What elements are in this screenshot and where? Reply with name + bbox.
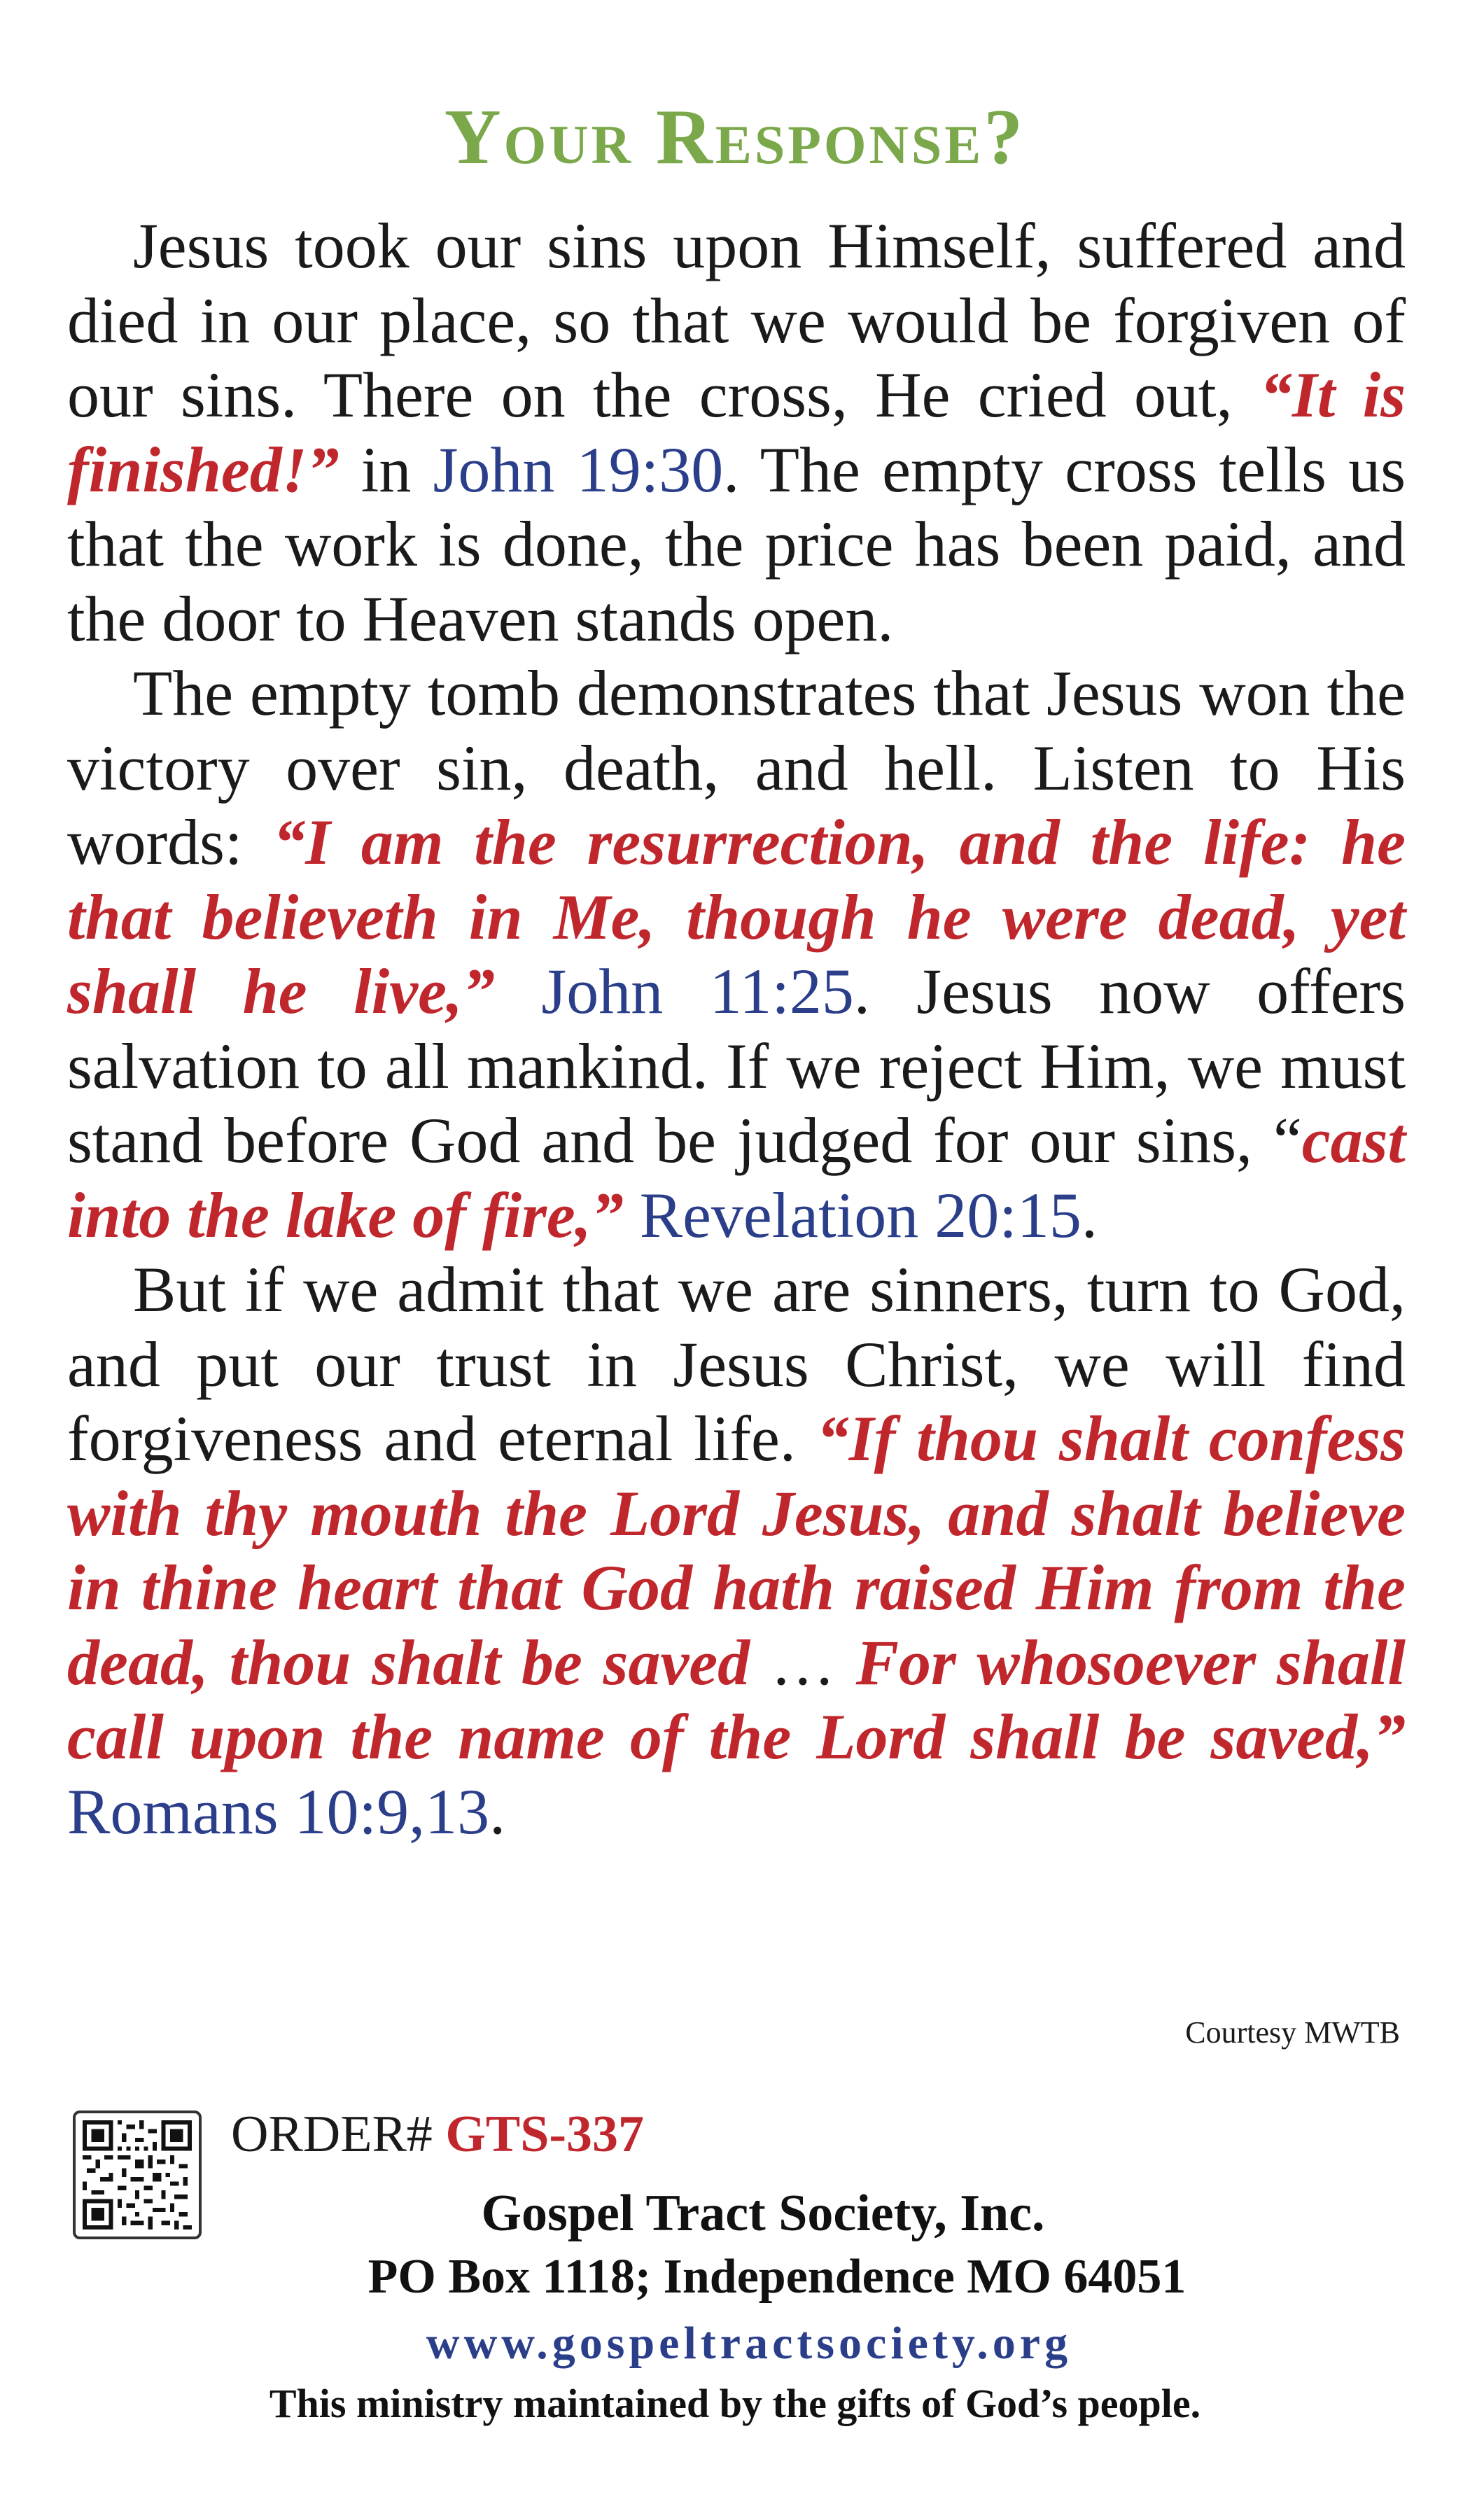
scripture-quote: cast into the lake of fire,” (67, 1105, 1406, 1251)
organization-website-link[interactable]: www.gospeltractsociety.org (426, 2318, 1072, 2369)
text-run: . Jesus now offers salvation to all mankind. If we reject Him, we must stand before God and be judged for our sins, “ (67, 955, 1406, 1176)
text-run: But if we admit that we are sinners, turn to God, and put our trust in Jesus Christ, we will find forgiveness and eternal life. (67, 1254, 1406, 1474)
text-run (495, 955, 542, 1027)
scripture-reference: Romans 10:9,13 (67, 1775, 490, 1847)
scripture-quote: For whosoever shall call upon the name of the Lord shall be saved,” (67, 1626, 1406, 1772)
text-run: in (339, 433, 433, 505)
scripture-reference: John 19:30 (433, 433, 724, 505)
organization-name: Gospel Tract Society, Inc. (481, 2185, 1045, 2242)
page-title (0, 94, 1470, 181)
paragraph-3 (67, 1252, 1406, 1849)
title-word-2: Response? (655, 94, 1026, 181)
order-code: GTS-337 (445, 2106, 645, 2163)
text-run (624, 1180, 640, 1251)
scripture-quote: “I am the resurrection, and the life: he that believeth in Me, though he were dead, yet shall he live,” (67, 806, 1406, 1027)
order-number (231, 2106, 645, 2163)
paragraph-1 (67, 209, 1406, 656)
organization-address: PO Box 1118; Independence MO 64051 (368, 2250, 1186, 2304)
tract-body (67, 209, 1406, 1849)
text-run: . (489, 1775, 506, 1847)
scripture-quote: “If thou shalt confess with thy mouth the Lord Jesus, and shalt believe in thine heart that God hath raised Him from the dead, thou shalt be saved (67, 1403, 1406, 1698)
courtesy-credit: Courtesy MWTB (1185, 2015, 1400, 2050)
scripture-quote: “It is finished!” (67, 359, 1406, 505)
scripture-reference: Revelation 20:15 (639, 1179, 1082, 1251)
ministry-note: This ministry maintained by the gifts of God’s people. (269, 2381, 1201, 2426)
paragraph-2 (67, 656, 1406, 1252)
text-run: Jesus took our sins upon Himself, suffered and died in our place, so that we would be forgiven of our sins. There on the cross, He cried out, (67, 210, 1406, 430)
title-word-1: Your (444, 94, 634, 181)
text-run: . The empty cross tells us that the work is done, the price has been paid, and the door to Heaven stands open. (67, 433, 1406, 654)
text-run: The empty tomb demonstrates that Jesus won the victory over sin, death, and hell. Listen to His words: (67, 657, 1406, 878)
text-run: … (750, 1626, 856, 1698)
scripture-reference: John 11:25 (541, 955, 854, 1027)
order-label: ORDER# (231, 2106, 446, 2163)
text-run: . (1081, 1179, 1098, 1251)
